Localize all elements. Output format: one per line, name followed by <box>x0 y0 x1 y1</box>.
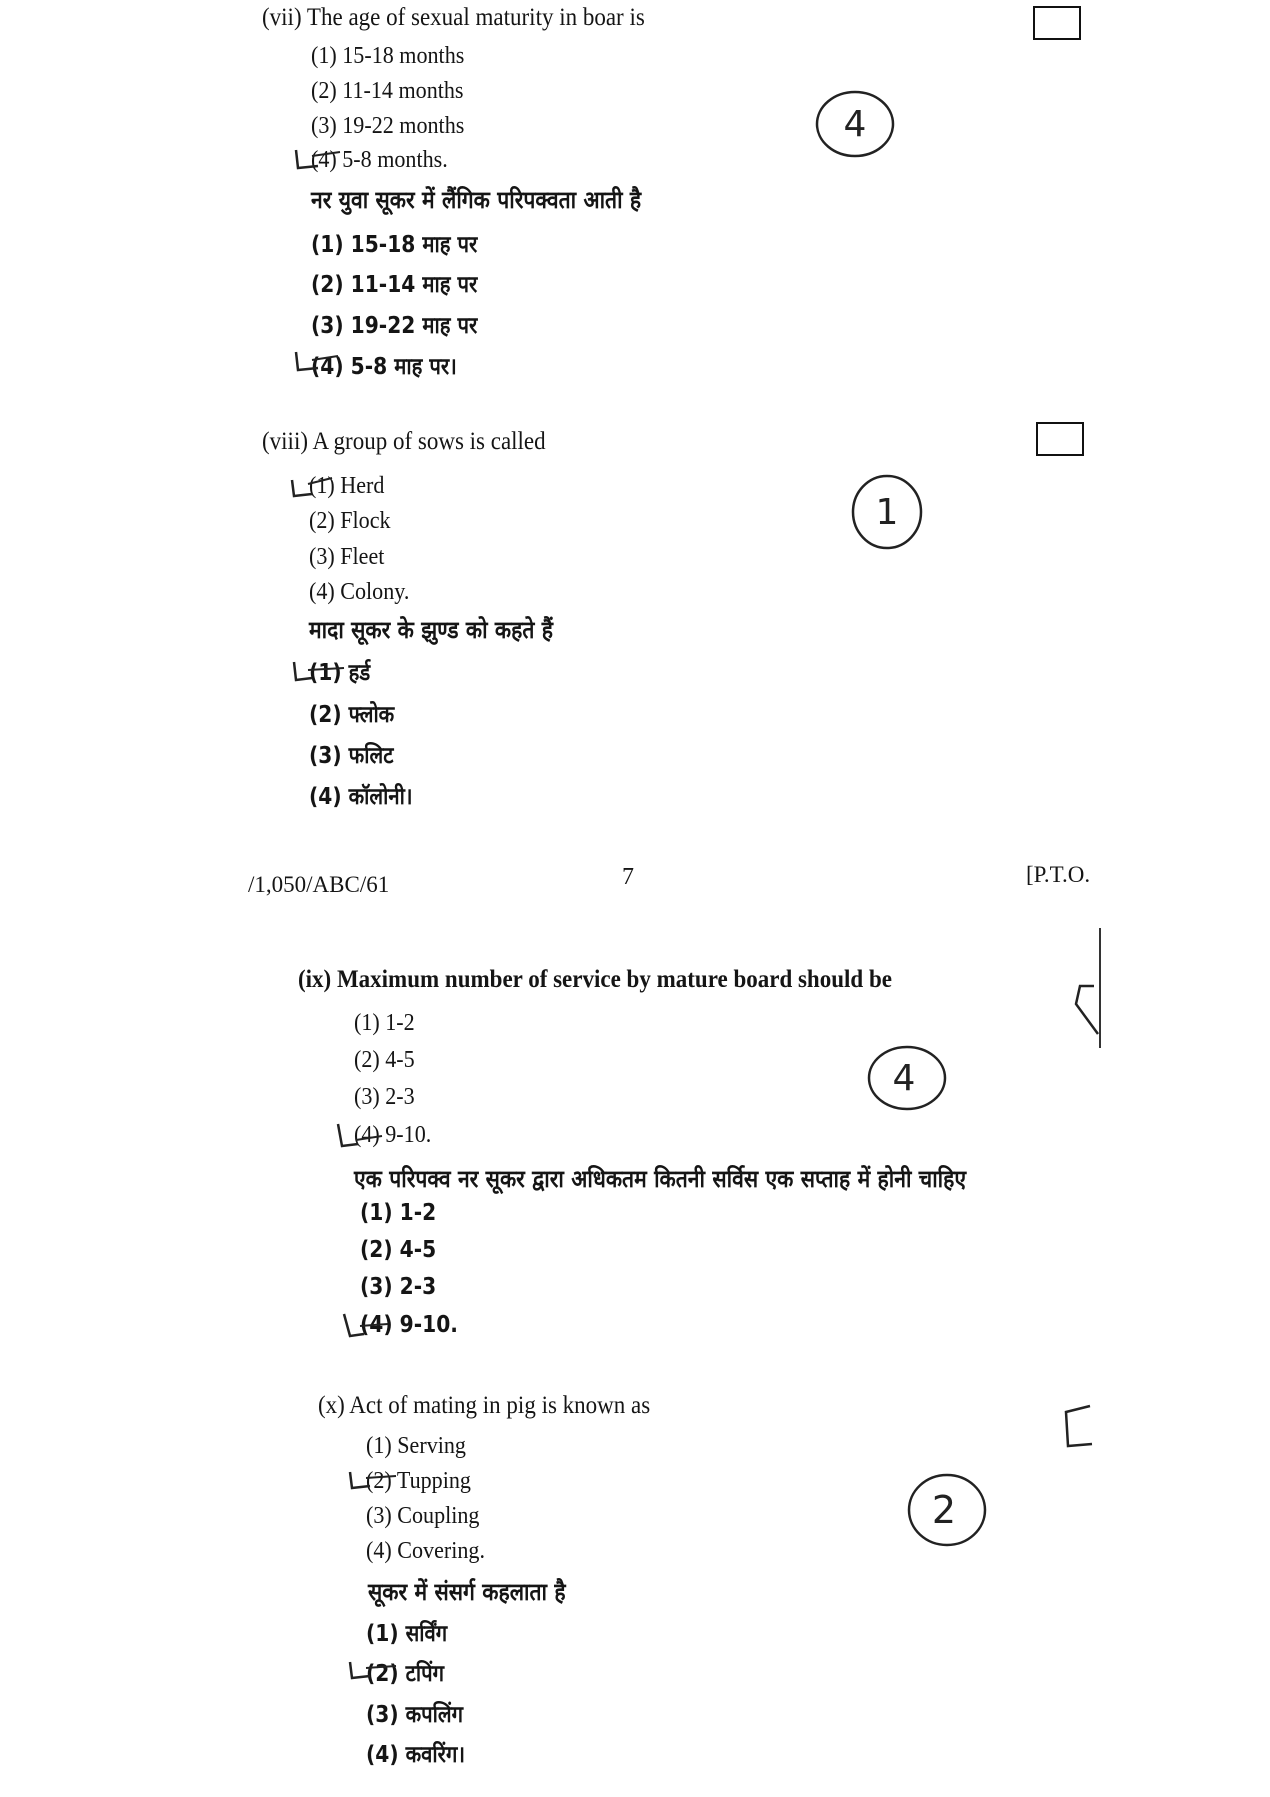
question-x-hindi-option-3: (3) कपलिंग <box>366 1702 464 1728</box>
handwritten-answer: 4 <box>843 104 867 145</box>
footer-page-number: 7 <box>622 864 634 890</box>
question-ix-option-3: (3) 2-3 <box>354 1084 415 1110</box>
question-viii-option-3: (3) Fleet <box>309 544 385 570</box>
question-viii-option-2: (2) Flock <box>309 508 391 534</box>
question-vii-hindi-option-3: (3) 19-22 माह पर <box>311 313 478 339</box>
question-vii-option-3: (3) 19-22 months <box>311 113 465 139</box>
question-x-title: (x) Act of mating in pig is known as <box>318 1392 651 1419</box>
question-ix-hindi-option-2: (2) 4-5 <box>360 1237 437 1263</box>
question-ix-hindi-title: एक परिपक्व नर सूकर द्वारा अधिकतम कितनी सर्विस एक सप्ताह में होनी चाहिए <box>354 1165 967 1193</box>
question-ix-option-2: (2) 4-5 <box>354 1047 415 1073</box>
question-x-option-2: (2) Tupping <box>366 1468 471 1494</box>
margin-bracket-mark <box>1068 924 1108 1054</box>
question-vii-hindi-option-4: (4) 5-8 माह पर। <box>311 354 457 380</box>
question-viii-hindi-option-2: (2) फ्लोक <box>309 702 395 728</box>
question-x-option-3: (3) Coupling <box>366 1503 480 1529</box>
handwritten-answer-circle <box>904 1470 990 1550</box>
question-vii-option-2: (2) 11-14 months <box>311 78 464 104</box>
question-ix-hindi-option-1: (1) 1-2 <box>360 1200 437 1226</box>
question-ix-title: (ix) Maximum number of service by mature board should be <box>298 966 892 993</box>
question-vii-option-1: (1) 15-18 months <box>311 43 465 69</box>
question-viii-answer-box <box>1036 422 1084 456</box>
question-vii-option-4: (4) 5-8 months. <box>311 147 448 173</box>
question-viii-title: (viii) A group of sows is called <box>262 428 546 455</box>
question-x-hindi-title: सूकर में संसर्ग कहलाता है <box>368 1578 566 1606</box>
question-viii-hindi-option-4: (4) कॉलोनी। <box>309 784 413 810</box>
question-viii-hindi-title: मादा सूकर के झुण्ड को कहते हैं <box>309 616 553 644</box>
handwritten-answer-circle <box>812 88 898 160</box>
question-x-option-4: (4) Covering. <box>366 1538 485 1564</box>
footer-paper-code: /1,050/ABC/61 <box>248 872 390 897</box>
question-x-hindi-option-4: (4) कवरिंग। <box>366 1742 466 1768</box>
question-x-hindi-option-2: (2) टपिंग <box>366 1661 444 1687</box>
question-viii-option-1: (1) Herd <box>309 473 385 499</box>
question-vii-hindi-title: नर युवा सूकर में लैंगिक परिपक्वता आती है <box>311 186 642 214</box>
question-ix-option-4: (4) 9-10. <box>354 1122 432 1148</box>
handwritten-answer: 1 <box>875 492 899 533</box>
handwritten-answer-circle <box>848 468 926 552</box>
question-ix-option-1: (1) 1-2 <box>354 1010 415 1036</box>
tick-mark-icon <box>292 146 352 176</box>
question-vii-hindi-option-1: (1) 15-18 माह पर <box>311 232 478 258</box>
tick-mark-icon <box>340 1308 400 1344</box>
handwritten-answer-circle <box>864 1042 950 1114</box>
margin-bracket-mark <box>1058 1402 1098 1452</box>
question-vii-hindi-option-2: (2) 11-14 माह पर <box>311 272 478 298</box>
tick-mark-icon <box>346 1466 406 1496</box>
tick-mark-icon <box>288 474 348 504</box>
handwritten-answer: 2 <box>931 1488 957 1532</box>
question-vii-answer-box <box>1033 6 1081 40</box>
question-vii-title: (vii) The age of sexual maturity in boar is <box>262 4 645 31</box>
footer-pto: [P.T.O. <box>1026 862 1091 887</box>
question-viii-option-4: (4) Colony. <box>309 579 410 605</box>
tick-mark-icon <box>334 1118 394 1154</box>
question-x-hindi-option-1: (1) सर्विंग <box>366 1621 448 1647</box>
question-viii-hindi-option-1: (1) हर्ड <box>309 660 371 686</box>
handwritten-answer: 4 <box>892 1058 916 1099</box>
question-viii-hindi-option-3: (3) फलिट <box>309 743 394 769</box>
question-ix-hindi-option-4: (4) 9-10. <box>360 1312 458 1338</box>
question-x-option-1: (1) Serving <box>366 1433 466 1459</box>
question-ix-hindi-option-3: (3) 2-3 <box>360 1274 437 1300</box>
tick-mark-icon <box>292 348 352 378</box>
tick-mark-icon <box>290 656 350 686</box>
tick-mark-icon <box>346 1656 406 1686</box>
